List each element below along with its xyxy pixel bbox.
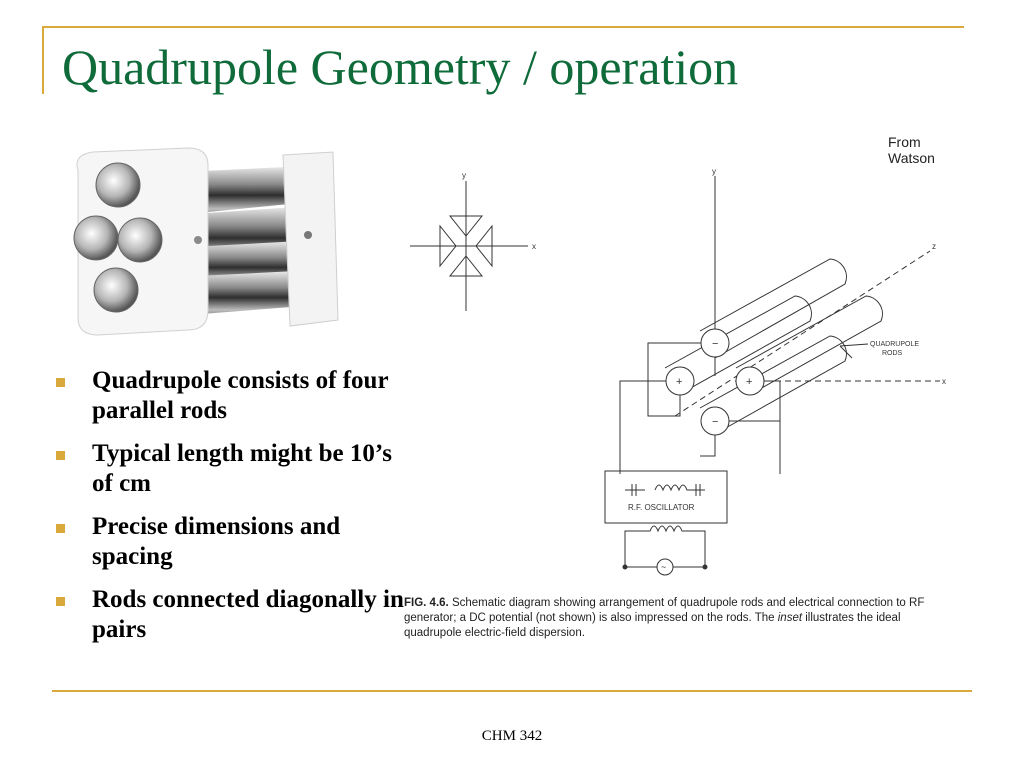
axis-y-label: y — [712, 167, 716, 176]
quadrupole-schematic — [400, 126, 960, 588]
oscillator-label: R.F. OSCILLATOR — [628, 503, 695, 512]
rod-left-polarity: + — [676, 376, 683, 388]
rod-right-polarity: + — [746, 376, 753, 388]
caption-label: FIG. 4.6. — [404, 597, 449, 609]
bullet-item: Quadrupole consists of four parallel rods — [56, 366, 416, 426]
bullet-item: Precise dimensions and spacing — [56, 512, 416, 572]
bullet-square-icon — [56, 378, 65, 387]
field-inset — [410, 181, 528, 311]
axis-x-label: x — [942, 377, 946, 386]
left-rule — [42, 26, 44, 94]
quadrupole-rods-photo — [58, 140, 348, 340]
axis-z-label: z — [932, 242, 936, 251]
rods-label-line1: QUADRUPOLE — [870, 341, 920, 348]
inset-axis-y-label: y — [462, 171, 466, 180]
bullet-square-icon — [56, 524, 65, 533]
rod-bottom-polarity: − — [712, 416, 719, 428]
top-rule — [42, 26, 964, 28]
rods-label-line2: RODS — [882, 350, 903, 357]
figure-credit: From Watson — [888, 134, 935, 167]
slide-footer: CHM 342 — [481, 728, 543, 744]
caption-text-2: illustrates the ideal quadrupole electric-field dispersion. — [404, 611, 901, 639]
bullet-square-icon — [56, 451, 65, 460]
slide-title: Quadrupole Geometry / operation — [62, 39, 739, 95]
caption-inset-word: inset — [777, 611, 803, 624]
caption-text-1: Schematic diagram showing arrangement of quadrupole rods and electrical connection to RF generator; a DC potential (not shown) is also impressed on the rods. The — [404, 597, 925, 624]
bullet-item: Rods connected diagonally in pairs — [56, 585, 416, 645]
bullet-item: Typical length might be 10’s of cm — [56, 439, 416, 499]
inset-axis-x-label: x — [532, 242, 536, 251]
bottom-rule — [52, 690, 972, 692]
figure-caption — [404, 596, 952, 641]
bullet-list — [56, 366, 416, 658]
rod-top-polarity: − — [712, 338, 719, 350]
bullet-square-icon — [56, 597, 65, 606]
ac-source-symbol: ~ — [661, 562, 667, 572]
